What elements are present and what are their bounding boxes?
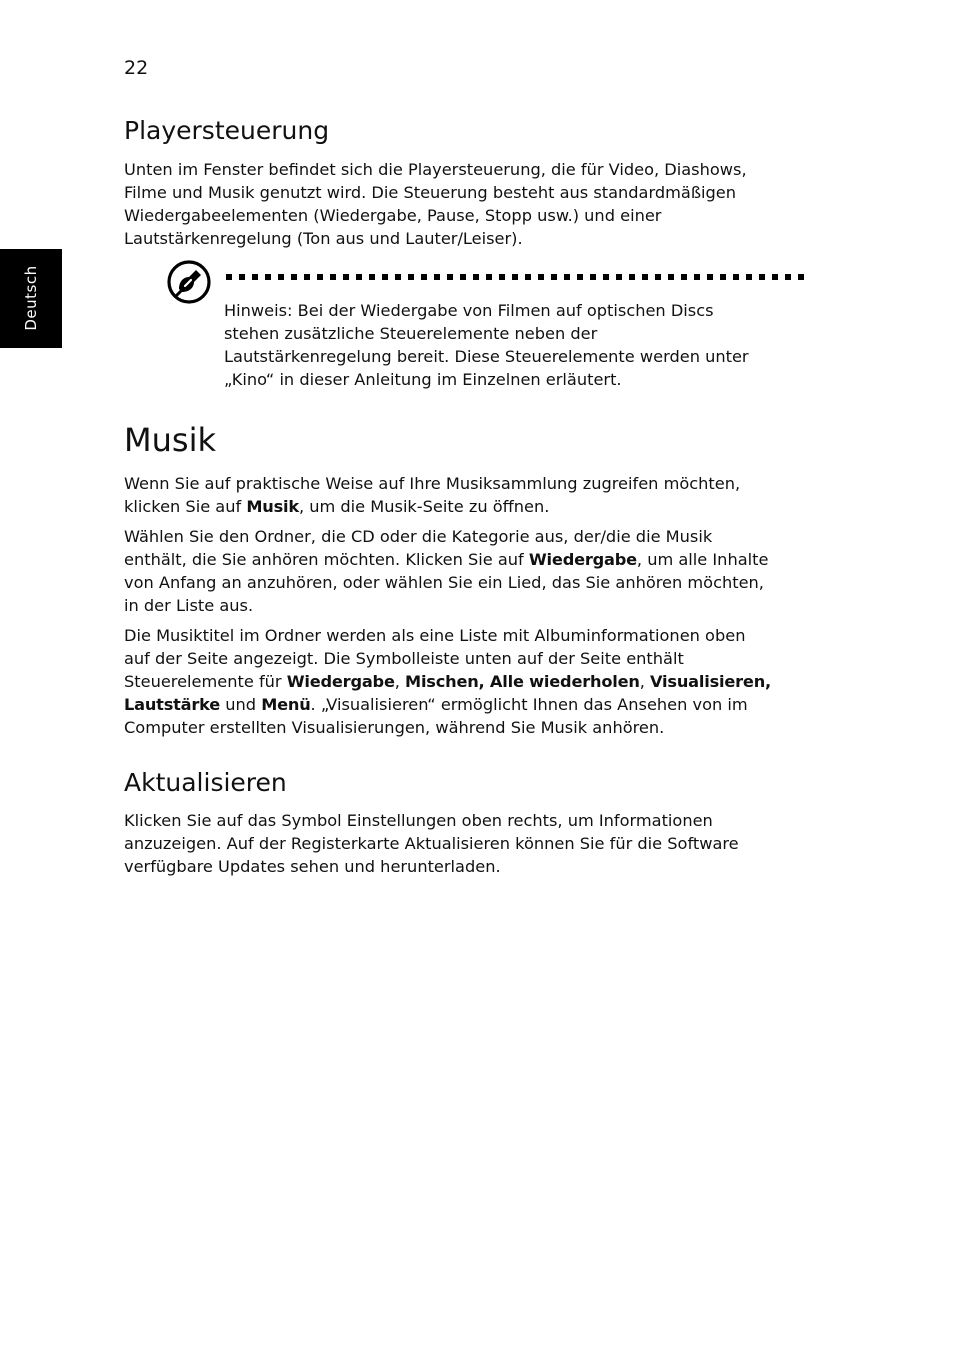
paragraph-playersteuerung [124, 158, 814, 250]
text-line: Wählen Sie den Ordner, die CD oder die Kategorie aus, der/die die Musik [124, 527, 713, 546]
text-line: Lautstärkenregelung bereit. Diese Steuerelemente werden unter [224, 347, 749, 366]
bold-term-musik: Musik [246, 497, 299, 516]
text-line: Wiedergabeelementen (Wiedergabe, Pause, Stopp usw.) und einer [124, 206, 662, 225]
heading-playersteuerung: Playersteuerung [124, 116, 330, 145]
language-side-tab-label: Deutsch [22, 265, 40, 331]
text-line: enthält, die Sie anhören möchten. Klicken Sie auf [124, 550, 529, 569]
paragraph-musik-1 [124, 472, 814, 518]
text-line: Klicken Sie auf das Symbol Einstellungen oben rechts, um Informationen [124, 811, 713, 830]
text-line: . „Visualisieren“ ermöglicht Ihnen das Ansehen von im [310, 695, 748, 714]
note-text [224, 299, 804, 391]
heading-musik: Musik [124, 421, 216, 459]
text-line: anzuzeigen. Auf der Registerkarte Aktualisieren können Sie für die Software [124, 834, 739, 853]
language-side-tab [0, 249, 62, 348]
bold-term-mischen: Mischen, Alle wiederholen [405, 672, 640, 691]
text-line: Unten im Fenster befindet sich die Playersteuerung, die für Video, Diashows, [124, 160, 747, 179]
text-line: in der Liste aus. [124, 596, 254, 615]
note-label: Hinweis: [224, 301, 293, 320]
bold-term-wiedergabe: Wiedergabe [528, 550, 637, 569]
paragraph-musik-3 [124, 624, 814, 739]
text-line: Computer erstellten Visualisierungen, während Sie Musik anhören. [124, 718, 665, 737]
separator: , [639, 672, 650, 691]
text-line: Steuerelemente für [124, 672, 287, 691]
text-line: stehen zusätzliche Steuerelemente neben der [224, 324, 598, 343]
bold-term-visualisieren: Visualisieren, [650, 672, 771, 691]
separator: , [394, 672, 406, 691]
bold-term-menue: Menü [261, 695, 311, 714]
text-line: „Kino“ in dieser Anleitung im Einzelnen erläutert. [224, 370, 622, 389]
text-line: Lautstärkenregelung (Ton aus und Lauter/Leiser). [124, 229, 523, 248]
text-line: verfügbare Updates sehen und herunterladen. [124, 857, 501, 876]
text-line: von Anfang an anzuhören, oder wählen Sie ein Lied, das Sie anhören möchten, [124, 573, 764, 592]
heading-aktualisieren: Aktualisieren [124, 768, 287, 797]
text-line: Bei der Wiedergabe von Filmen auf optischen Discs [292, 301, 714, 320]
bold-term-lautstaerke: Lautstärke [124, 695, 221, 714]
page-number: 22 [124, 57, 149, 79]
paragraph-musik-2 [124, 525, 814, 617]
paragraph-aktualisieren [124, 809, 814, 878]
note-dotted-divider [226, 274, 810, 280]
text-line: Die Musiktitel im Ordner werden als eine Liste mit Albuminformationen oben [124, 626, 746, 645]
note-hand-pen-icon [166, 259, 212, 305]
bold-term-wiedergabe: Wiedergabe [286, 672, 395, 691]
text-line: , um die Musik-Seite zu öffnen. [298, 497, 550, 516]
text-line: klicken Sie auf [124, 497, 247, 516]
text-line: Filme und Musik genutzt wird. Die Steuerung besteht aus standardmäßigen [124, 183, 737, 202]
text-line: Wenn Sie auf praktische Weise auf Ihre Musiksammlung zugreifen möchten, [124, 474, 741, 493]
text-line: , um alle Inhalte [636, 550, 769, 569]
separator: und [220, 695, 262, 714]
text-line: auf der Seite angezeigt. Die Symbolleiste unten auf der Seite enthält [124, 649, 684, 668]
